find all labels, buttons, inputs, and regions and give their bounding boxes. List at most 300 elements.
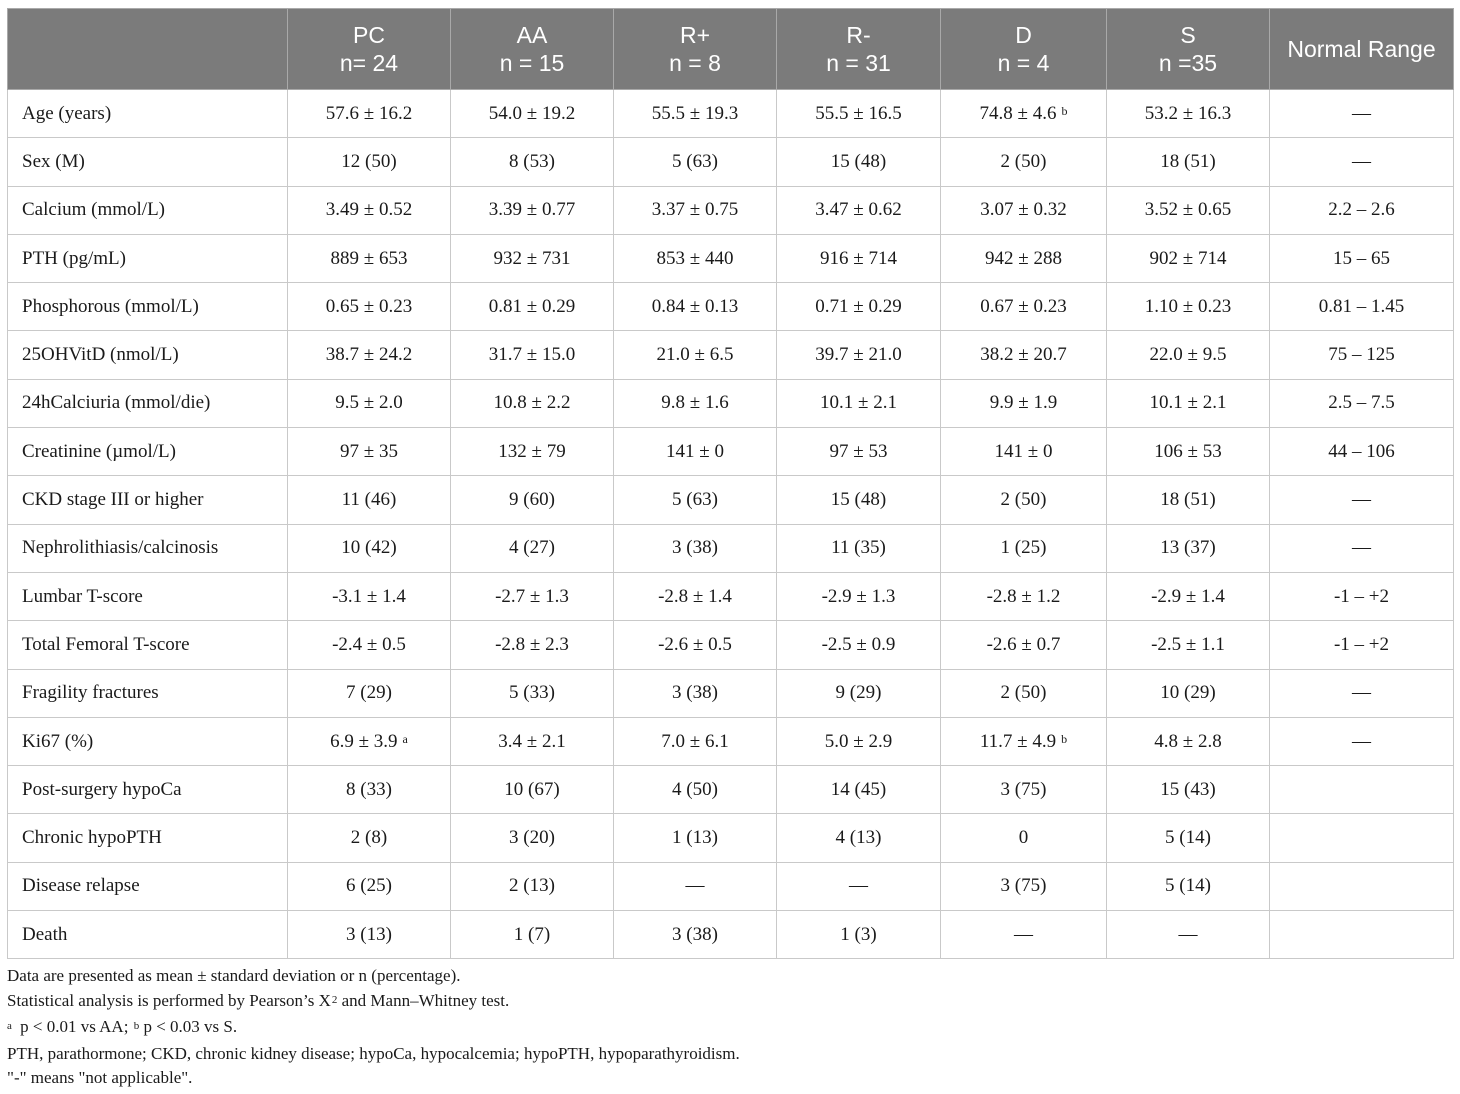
cell-value: 9.9 ± 1.9 bbox=[989, 392, 1058, 414]
table-cell bbox=[614, 766, 777, 814]
table-cell bbox=[777, 572, 941, 620]
table-row bbox=[8, 524, 1454, 572]
cell-value: 2 (50) bbox=[1000, 682, 1047, 704]
cell-value: 0.81 – 1.45 bbox=[1318, 295, 1405, 317]
cell-value: — bbox=[1352, 730, 1371, 752]
table-cell bbox=[1107, 621, 1270, 669]
row-label: Age (years) bbox=[8, 90, 288, 138]
table-cell bbox=[451, 572, 614, 620]
table-cell bbox=[451, 669, 614, 717]
table-cell bbox=[777, 524, 941, 572]
table-cell bbox=[288, 186, 451, 234]
cell-value: 932 ± 731 bbox=[493, 247, 571, 269]
table-cell bbox=[451, 862, 614, 910]
cell-value: -2.8 ± 1.2 bbox=[986, 585, 1061, 607]
cell-value: 10.1 ± 2.1 bbox=[820, 392, 897, 414]
row-label: Sex (M) bbox=[8, 138, 288, 186]
table-cell bbox=[614, 476, 777, 524]
cell-value: 54.0 ± 19.2 bbox=[488, 102, 576, 124]
row-label: 24hCalciuria (mmol/die) bbox=[8, 379, 288, 427]
footnote-marker-b: b bbox=[133, 1020, 140, 1032]
cell-value: -2.4 ± 0.5 bbox=[332, 633, 406, 655]
table-cell bbox=[1270, 476, 1454, 524]
cell-value: 0.67 ± 0.23 bbox=[980, 295, 1067, 317]
row-label: Lumbar T-score bbox=[8, 572, 288, 620]
header-row bbox=[8, 9, 1454, 90]
table-cell bbox=[1270, 621, 1454, 669]
table-cell bbox=[451, 90, 614, 138]
table-cell bbox=[288, 717, 451, 765]
cell-value: 74.8 ± 4.6 bbox=[979, 102, 1057, 124]
table-cell bbox=[288, 234, 451, 282]
table-cell bbox=[1270, 428, 1454, 476]
cell-value: 1.10 ± 0.23 bbox=[1144, 295, 1232, 317]
table-cell bbox=[451, 717, 614, 765]
cell-value: 9 (29) bbox=[835, 682, 882, 704]
cell-value: 14 (45) bbox=[830, 778, 887, 800]
table-cell bbox=[777, 476, 941, 524]
row-label: Calcium (mmol/L) bbox=[8, 186, 288, 234]
cell-value: 0.65 ± 0.23 bbox=[325, 295, 413, 317]
cell-value: 3 (38) bbox=[672, 923, 718, 945]
table-row bbox=[8, 283, 1454, 331]
footnote-statistics bbox=[7, 989, 1453, 1016]
table-cell bbox=[614, 911, 777, 959]
cell-value: 853 ± 440 bbox=[656, 247, 734, 269]
cell-value: 11 (46) bbox=[341, 489, 397, 511]
footnote-significance-b: p < 0.03 vs S. bbox=[139, 1017, 238, 1036]
table-cell bbox=[288, 572, 451, 620]
table-cell bbox=[451, 331, 614, 379]
cell-value: 3.47 ± 0.62 bbox=[815, 199, 902, 221]
cell-value: 15 – 65 bbox=[1333, 247, 1390, 269]
cell-value: 10 (42) bbox=[341, 537, 397, 559]
table-cell bbox=[1270, 186, 1454, 234]
cell-value: 3 (75) bbox=[1000, 778, 1047, 800]
table-cell bbox=[1270, 814, 1454, 862]
cell-value: 1 (25) bbox=[1000, 537, 1047, 559]
cell-value: 39.7 ± 21.0 bbox=[815, 344, 902, 366]
cell-value: 0.81 ± 0.29 bbox=[488, 295, 576, 317]
table-row bbox=[8, 717, 1454, 765]
cell-value: — bbox=[1352, 682, 1371, 704]
cell-value: 0.71 ± 0.29 bbox=[815, 295, 902, 317]
table-cell bbox=[1107, 814, 1270, 862]
table-cell bbox=[1270, 766, 1454, 814]
cell-value: 10 (67) bbox=[504, 778, 560, 800]
table-cell bbox=[451, 911, 614, 959]
row-label: Total Femoral T-score bbox=[8, 621, 288, 669]
header-group-count: n = 4 bbox=[997, 50, 1050, 76]
table-body bbox=[8, 90, 1454, 959]
footnote-statistics-text-end: and Mann–Whitney test. bbox=[337, 990, 510, 1010]
table-cell bbox=[941, 138, 1107, 186]
row-label: Phosphorous (mmol/L) bbox=[8, 283, 288, 331]
table-cell bbox=[451, 234, 614, 282]
table-cell bbox=[288, 428, 451, 476]
row-label: Post-surgery hypoCa bbox=[8, 766, 288, 814]
table-cell bbox=[1270, 669, 1454, 717]
header-cell bbox=[1270, 9, 1454, 90]
footnote-marker-a: a bbox=[7, 1020, 12, 1032]
cell-value: 4 (50) bbox=[672, 778, 718, 800]
cell-value: — bbox=[1352, 102, 1371, 124]
table-cell bbox=[1107, 862, 1270, 910]
row-label: Ki67 (%) bbox=[8, 717, 288, 765]
table-cell bbox=[614, 138, 777, 186]
table-cell bbox=[288, 331, 451, 379]
table-cell bbox=[777, 428, 941, 476]
cell-value: -2.9 ± 1.3 bbox=[821, 585, 896, 607]
table-row bbox=[8, 621, 1454, 669]
cell-value: — bbox=[1352, 489, 1371, 511]
cell-value: 3 (13) bbox=[346, 923, 392, 945]
header-cell bbox=[941, 9, 1107, 90]
table-cell bbox=[777, 90, 941, 138]
table-cell bbox=[777, 911, 941, 959]
cell-value: 12 (50) bbox=[341, 150, 397, 172]
header-cell bbox=[1107, 9, 1270, 90]
cell-value: 75 – 125 bbox=[1328, 344, 1395, 366]
table-cell bbox=[614, 90, 777, 138]
cell-value: — bbox=[1352, 537, 1371, 559]
header-group-name: D bbox=[1015, 22, 1032, 48]
cell-value: 53.2 ± 16.3 bbox=[1144, 102, 1232, 124]
table-cell bbox=[941, 234, 1107, 282]
table-cell bbox=[614, 283, 777, 331]
table-cell bbox=[1107, 717, 1270, 765]
table-cell bbox=[941, 524, 1107, 572]
cell-value: -2.5 ± 0.9 bbox=[821, 633, 896, 655]
cell-value: 916 ± 714 bbox=[820, 247, 897, 269]
table-cell bbox=[451, 379, 614, 427]
cell-value: 44 – 106 bbox=[1328, 440, 1395, 462]
table-cell bbox=[777, 766, 941, 814]
header-group-count: n = 31 bbox=[826, 50, 891, 76]
table-cell bbox=[288, 283, 451, 331]
header-group-name: S bbox=[1180, 22, 1196, 48]
table-cell bbox=[941, 621, 1107, 669]
table-cell bbox=[614, 621, 777, 669]
cell-value: 889 ± 653 bbox=[330, 247, 408, 269]
cell-value: 1 (7) bbox=[513, 923, 551, 945]
table-cell bbox=[614, 186, 777, 234]
header-group-name: AA bbox=[516, 22, 548, 48]
table-cell bbox=[614, 234, 777, 282]
table-cell bbox=[288, 90, 451, 138]
header-group-count: n= 24 bbox=[339, 50, 399, 76]
cell-value: 141 ± 0 bbox=[994, 440, 1053, 462]
cell-value: 3 (20) bbox=[509, 827, 555, 849]
footnote-data-presentation: Data are presented as mean ± standard deviation or n (percentage). bbox=[7, 966, 461, 985]
cell-value: -2.6 ± 0.5 bbox=[658, 633, 732, 655]
table-cell bbox=[777, 621, 941, 669]
table-cell bbox=[288, 379, 451, 427]
results-table bbox=[7, 8, 1454, 959]
table-cell bbox=[614, 428, 777, 476]
table-cell bbox=[614, 524, 777, 572]
cell-value: 97 ± 53 bbox=[829, 440, 888, 462]
header-cell bbox=[777, 9, 941, 90]
table-cell bbox=[777, 717, 941, 765]
table-cell bbox=[451, 766, 614, 814]
cell-value: 13 (37) bbox=[1160, 537, 1216, 559]
cell-value: 22.0 ± 9.5 bbox=[1149, 344, 1227, 366]
cell-value: 3 (38) bbox=[672, 682, 718, 704]
cell-value: 3.07 ± 0.32 bbox=[980, 199, 1067, 221]
table-cell bbox=[451, 283, 614, 331]
cell-value: 55.5 ± 19.3 bbox=[651, 102, 739, 124]
cell-value: -3.1 ± 1.4 bbox=[332, 585, 406, 607]
header-group-count: n =35 bbox=[1158, 50, 1218, 76]
cell-value: — bbox=[1352, 150, 1371, 172]
cell-value: 5 (14) bbox=[1165, 875, 1211, 897]
table-row bbox=[8, 572, 1454, 620]
table-cell bbox=[288, 524, 451, 572]
table-row bbox=[8, 766, 1454, 814]
row-label: Chronic hypoPTH bbox=[8, 814, 288, 862]
table-cell bbox=[614, 669, 777, 717]
cell-value: 2.2 – 2.6 bbox=[1328, 199, 1395, 221]
table-cell bbox=[941, 911, 1107, 959]
cell-value: 0.84 ± 0.13 bbox=[651, 295, 739, 317]
header-group-count: n = 15 bbox=[499, 50, 565, 76]
table-cell bbox=[288, 476, 451, 524]
cell-value: 10.8 ± 2.2 bbox=[493, 392, 571, 414]
cell-value: -2.5 ± 1.1 bbox=[1151, 633, 1225, 655]
header-cell-empty bbox=[8, 9, 288, 90]
table-cell bbox=[1270, 572, 1454, 620]
table-cell bbox=[614, 331, 777, 379]
table-row bbox=[8, 862, 1454, 910]
table-row bbox=[8, 669, 1454, 717]
cell-value: 57.6 ± 16.2 bbox=[325, 102, 413, 124]
cell-value: 2.5 – 7.5 bbox=[1328, 392, 1395, 414]
table-cell bbox=[941, 862, 1107, 910]
cell-value: 5.0 ± 2.9 bbox=[824, 730, 893, 752]
cell-value: 10.1 ± 2.1 bbox=[1149, 392, 1227, 414]
table-cell bbox=[777, 138, 941, 186]
cell-value: 3 (38) bbox=[672, 537, 718, 559]
footnote-abbreviations: PTH, parathormone; CKD, chronic kidney disease; hypoCa, hypocalcemia; hypoPTH, hypoparathyroidism. bbox=[7, 1043, 740, 1063]
cell-value: 6 (25) bbox=[346, 875, 392, 897]
cell-value: 3.4 ± 2.1 bbox=[498, 730, 566, 752]
cell-value: 9 (60) bbox=[509, 489, 555, 511]
cell-footnote-marker: a bbox=[402, 731, 408, 746]
cell-value: 9.5 ± 2.0 bbox=[335, 392, 403, 414]
table-cell bbox=[1270, 331, 1454, 379]
cell-footnote-marker: b bbox=[1061, 731, 1068, 746]
cell-value: -2.9 ± 1.4 bbox=[1151, 585, 1225, 607]
cell-value: 2 (8) bbox=[350, 827, 388, 849]
table-cell bbox=[1107, 283, 1270, 331]
table-cell bbox=[1107, 524, 1270, 572]
table-cell bbox=[1107, 379, 1270, 427]
cell-value: 10 (29) bbox=[1160, 682, 1216, 704]
table-row bbox=[8, 90, 1454, 138]
table-cell bbox=[288, 911, 451, 959]
cell-value: 18 (51) bbox=[1160, 150, 1216, 172]
table-cell bbox=[614, 862, 777, 910]
table-cell bbox=[614, 572, 777, 620]
header-group-name: R- bbox=[846, 22, 871, 48]
cell-value: -2.8 ± 2.3 bbox=[495, 633, 569, 655]
table-cell bbox=[1107, 911, 1270, 959]
table-cell bbox=[614, 814, 777, 862]
table-cell bbox=[1270, 862, 1454, 910]
row-label: 25OHVitD (nmol/L) bbox=[8, 331, 288, 379]
cell-value: 15 (48) bbox=[830, 150, 887, 172]
table-row bbox=[8, 476, 1454, 524]
table-cell bbox=[1107, 428, 1270, 476]
footnote-statistics-superscript: 2 bbox=[331, 993, 338, 1006]
cell-value: 9.8 ± 1.6 bbox=[661, 392, 729, 414]
cell-value: — bbox=[685, 875, 705, 897]
table-cell bbox=[777, 862, 941, 910]
cell-value: 11 (35) bbox=[831, 537, 886, 559]
header-cell bbox=[288, 9, 451, 90]
row-label: Disease relapse bbox=[8, 862, 288, 910]
table-cell bbox=[941, 283, 1107, 331]
table-row bbox=[8, 331, 1454, 379]
cell-value: 38.7 ± 24.2 bbox=[325, 344, 413, 366]
cell-value: 3.49 ± 0.52 bbox=[325, 199, 413, 221]
cell-value: 11.7 ± 4.9 bbox=[979, 730, 1057, 752]
footnote-significance-a: p < 0.01 vs AA; bbox=[15, 1017, 133, 1036]
cell-value: 38.2 ± 20.7 bbox=[980, 344, 1067, 366]
row-label: Creatinine (µmol/L) bbox=[8, 428, 288, 476]
row-label: Death bbox=[8, 911, 288, 959]
footnote-statistics-text: Statistical analysis is performed by Pearson’s X bbox=[7, 990, 331, 1010]
table-cell bbox=[1107, 669, 1270, 717]
header-group-name: R+ bbox=[679, 22, 711, 48]
cell-value: — bbox=[849, 875, 868, 897]
table-cell bbox=[451, 138, 614, 186]
cell-value: 2 (50) bbox=[1000, 150, 1047, 172]
results-table-container bbox=[7, 8, 1453, 959]
cell-value: — bbox=[1178, 923, 1198, 945]
row-label: Nephrolithiasis/calcinosis bbox=[8, 524, 288, 572]
table-cell bbox=[941, 90, 1107, 138]
table-cell bbox=[1107, 572, 1270, 620]
table-cell bbox=[614, 379, 777, 427]
header-group-name: Normal Range bbox=[1287, 36, 1436, 62]
table-cell bbox=[1270, 717, 1454, 765]
table-cell bbox=[288, 621, 451, 669]
header-cell bbox=[451, 9, 614, 90]
table-cell bbox=[777, 186, 941, 234]
cell-value: 31.7 ± 15.0 bbox=[488, 344, 576, 366]
footnote-significance bbox=[7, 1015, 1453, 1042]
cell-value: 8 (53) bbox=[509, 150, 555, 172]
cell-value: 5 (14) bbox=[1165, 827, 1211, 849]
cell-value: -2.8 ± 1.4 bbox=[658, 585, 732, 607]
cell-value: 97 ± 35 bbox=[340, 440, 398, 462]
cell-value: 1 (3) bbox=[840, 923, 877, 945]
cell-value: 0 bbox=[1018, 827, 1029, 849]
table-cell bbox=[1107, 331, 1270, 379]
table-cell bbox=[777, 234, 941, 282]
table-cell bbox=[1107, 476, 1270, 524]
cell-value: -1 – +2 bbox=[1333, 585, 1390, 607]
cell-value: 5 (63) bbox=[672, 489, 718, 511]
cell-value: 8 (33) bbox=[346, 778, 392, 800]
table-cell bbox=[451, 476, 614, 524]
row-label: PTH (pg/mL) bbox=[8, 234, 288, 282]
cell-value: 21.0 ± 6.5 bbox=[656, 344, 734, 366]
cell-value: 7.0 ± 6.1 bbox=[661, 730, 729, 752]
table-cell bbox=[1107, 90, 1270, 138]
table-cell bbox=[451, 428, 614, 476]
table-cell bbox=[1107, 766, 1270, 814]
table-row bbox=[8, 234, 1454, 282]
cell-value: 1 (13) bbox=[672, 827, 718, 849]
cell-value: 5 (33) bbox=[509, 682, 555, 704]
cell-value: 6.9 ± 3.9 bbox=[330, 730, 398, 752]
cell-value: 4 (27) bbox=[509, 537, 555, 559]
cell-value: 141 ± 0 bbox=[666, 440, 724, 462]
table-row bbox=[8, 428, 1454, 476]
cell-value: -2.6 ± 0.7 bbox=[986, 633, 1061, 655]
cell-value: 15 (43) bbox=[1160, 778, 1216, 800]
table-cell bbox=[941, 669, 1107, 717]
cell-value: -1 – +2 bbox=[1333, 633, 1390, 655]
row-label: CKD stage III or higher bbox=[8, 476, 288, 524]
cell-value: 55.5 ± 16.5 bbox=[815, 102, 902, 124]
cell-value: 4 (13) bbox=[835, 827, 882, 849]
table-cell bbox=[1270, 90, 1454, 138]
cell-value: -2.7 ± 1.3 bbox=[495, 585, 569, 607]
cell-value: 3 (75) bbox=[1000, 875, 1047, 897]
table-cell bbox=[941, 814, 1107, 862]
table-cell bbox=[451, 524, 614, 572]
table-cell bbox=[941, 186, 1107, 234]
cell-value: 18 (51) bbox=[1160, 489, 1216, 511]
cell-value: 106 ± 53 bbox=[1154, 440, 1222, 462]
footnote-not-applicable: "-" means "not applicable". bbox=[7, 1068, 193, 1087]
table-cell bbox=[1270, 283, 1454, 331]
header-cell bbox=[614, 9, 777, 90]
table-cell bbox=[941, 766, 1107, 814]
table-row bbox=[8, 379, 1454, 427]
table-cell bbox=[777, 379, 941, 427]
table-cell bbox=[614, 717, 777, 765]
table-cell bbox=[288, 862, 451, 910]
table-cell bbox=[1107, 234, 1270, 282]
table-cell bbox=[288, 669, 451, 717]
table-footnotes bbox=[7, 964, 1453, 1091]
table-cell bbox=[288, 766, 451, 814]
table-cell bbox=[1107, 186, 1270, 234]
table-cell bbox=[288, 138, 451, 186]
cell-value: 3.52 ± 0.65 bbox=[1144, 199, 1232, 221]
cell-value: 5 (63) bbox=[672, 150, 718, 172]
table-cell bbox=[1270, 138, 1454, 186]
cell-value: 132 ± 79 bbox=[498, 440, 566, 462]
table-cell bbox=[1270, 524, 1454, 572]
cell-value: 4.8 ± 2.8 bbox=[1154, 730, 1222, 752]
cell-value: 2 (13) bbox=[509, 875, 555, 897]
table-cell bbox=[777, 331, 941, 379]
table-cell bbox=[777, 669, 941, 717]
table-cell bbox=[941, 379, 1107, 427]
table-row bbox=[8, 186, 1454, 234]
table-cell bbox=[777, 814, 941, 862]
cell-value: 942 ± 288 bbox=[985, 247, 1062, 269]
cell-value: 7 (29) bbox=[346, 682, 392, 704]
header-group-name: PC bbox=[353, 22, 385, 48]
cell-value: 902 ± 714 bbox=[1149, 247, 1227, 269]
